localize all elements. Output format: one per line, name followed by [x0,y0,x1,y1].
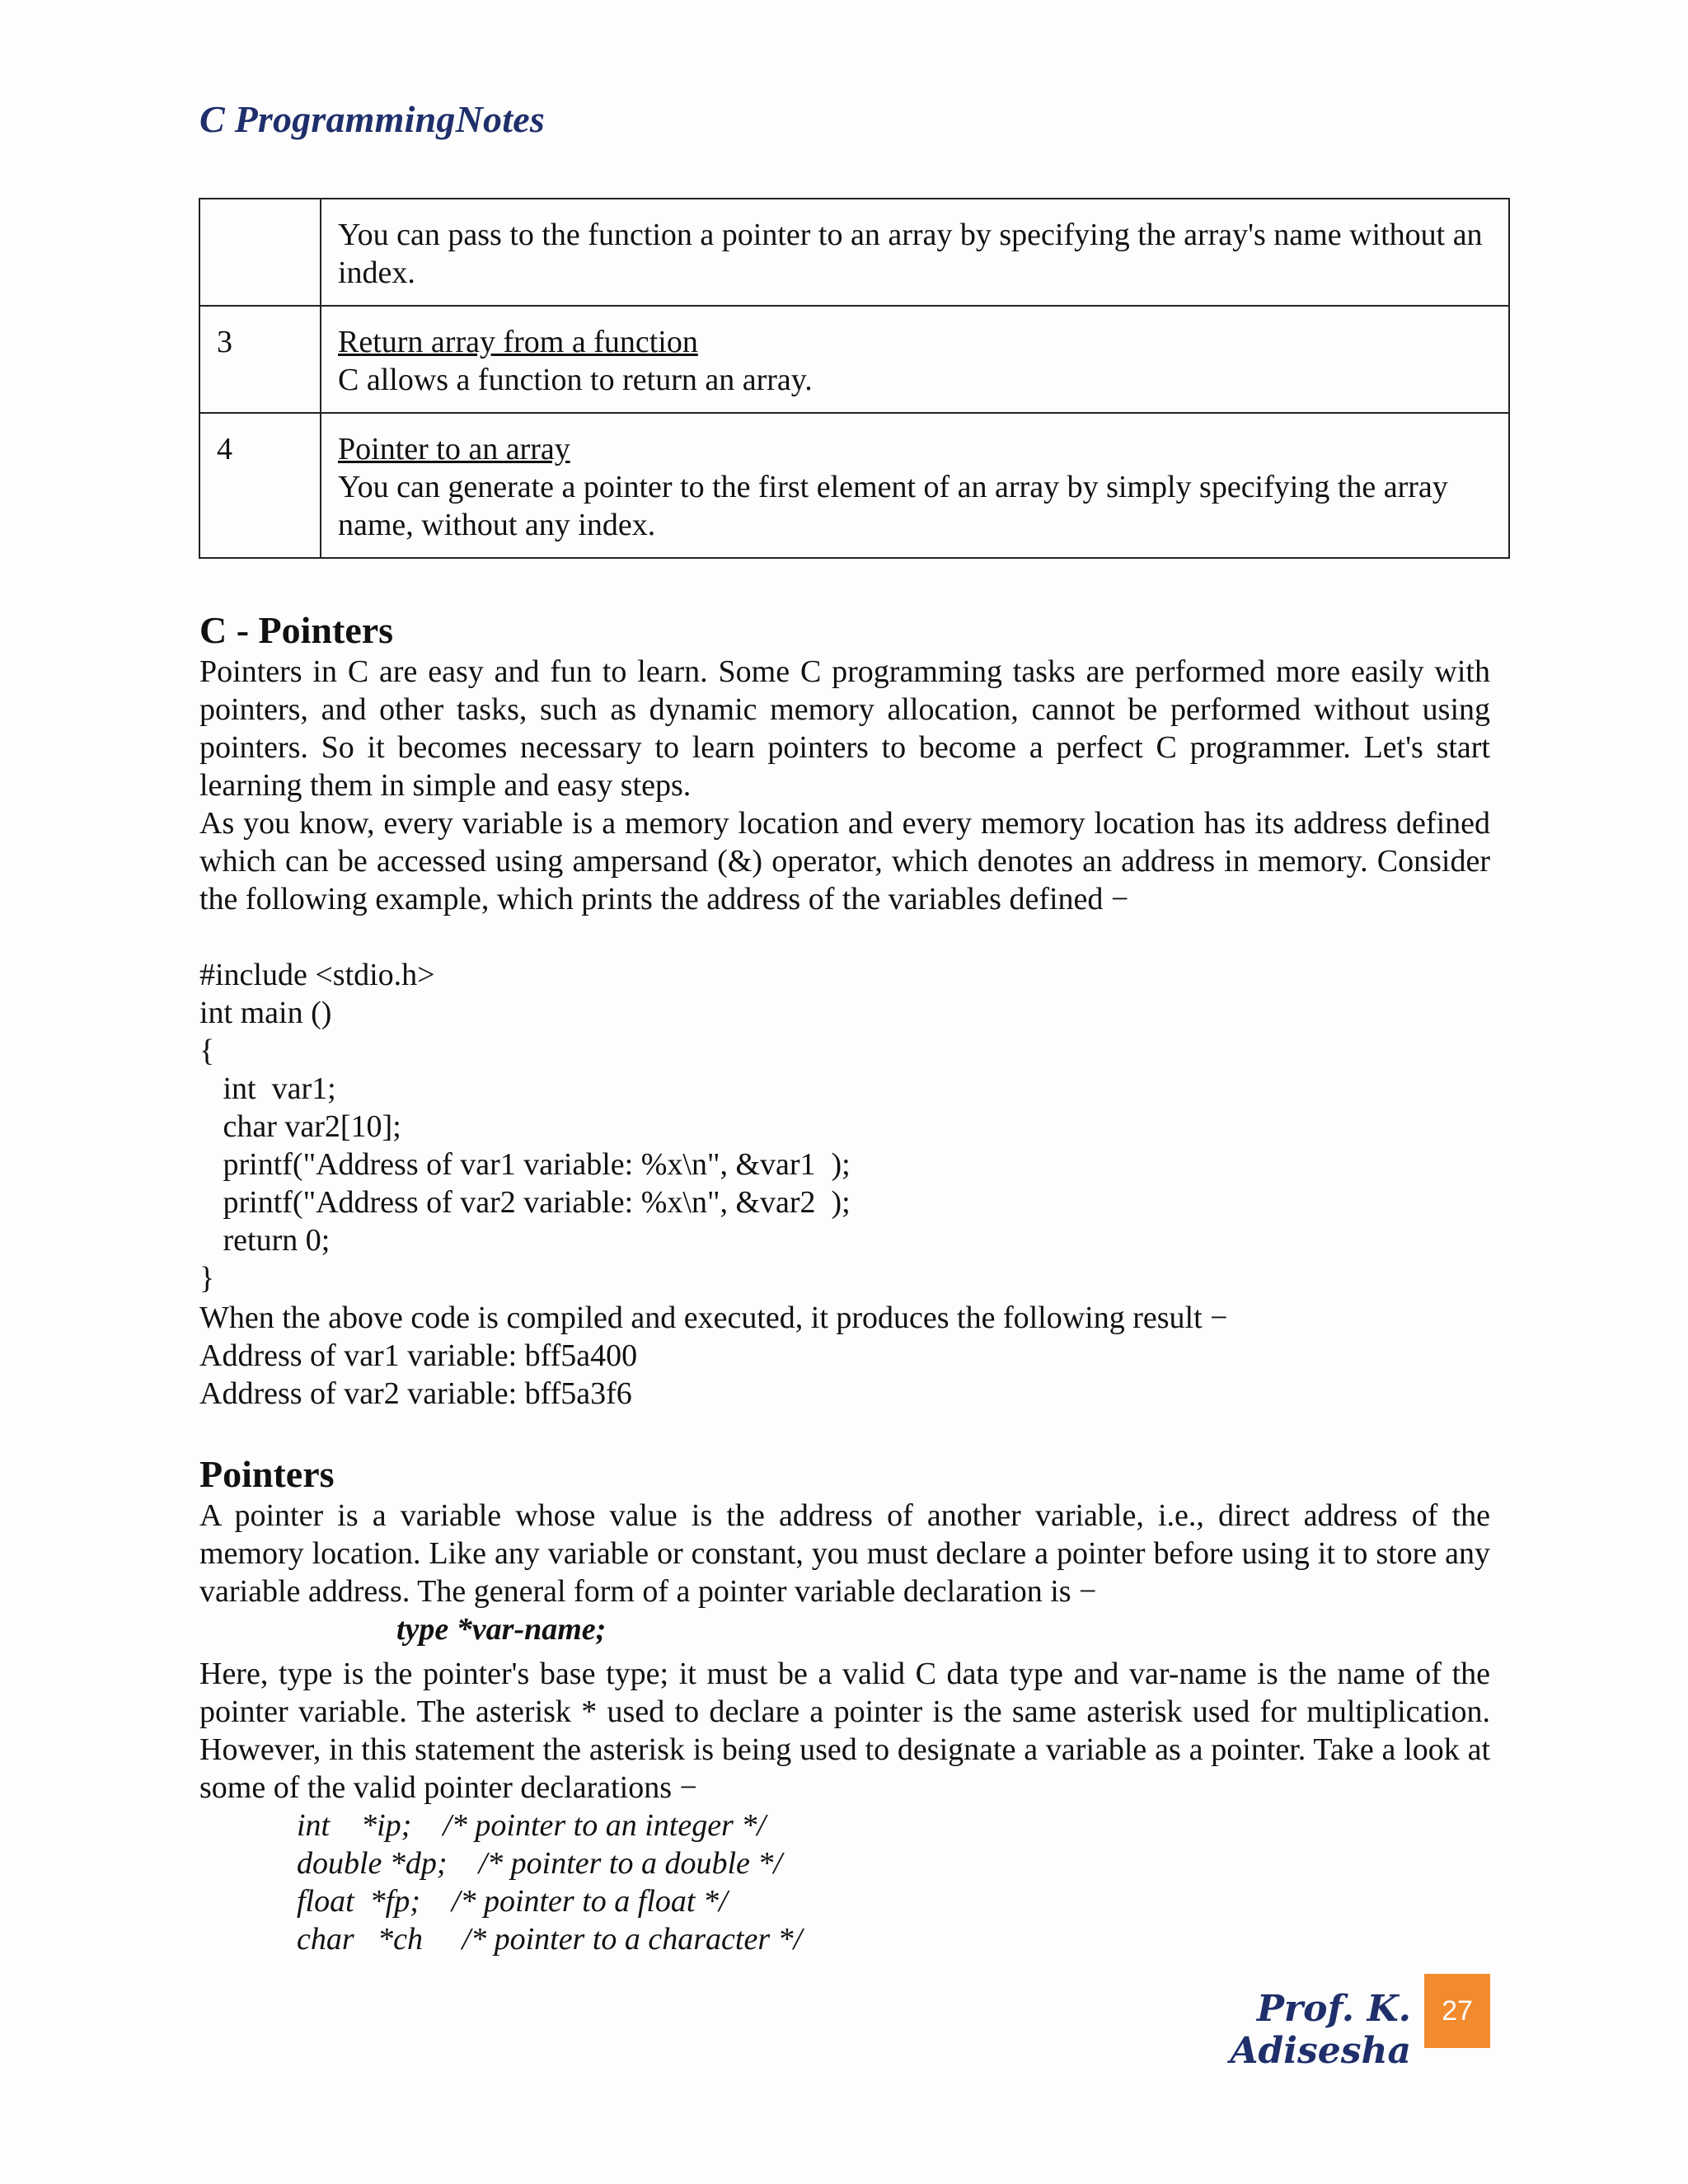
array-concepts-table [199,198,1510,559]
footer-author: Prof. K. Adisesha [1230,1988,1411,2072]
code-example: #include <stdio.h> int main () { int var1; char var2[10]; printf("Address of var1 variable: %x\n", &var1 ); printf("Address of var2 variable: %x\n", &var2 ); return 0; } [199,958,851,1296]
page-number: 27 [1442,1994,1473,2027]
address-paragraph: As you know, every variable is a memory location and every memory location has its address defined which can be accessed using ampersand (&) operator, which denotes an address in memory. Consider the following example, which prints the address of the variables defined − [199,806,1490,916]
table-row [199,306,1509,413]
row-number: 3 [199,306,321,413]
header-title: C ProgrammingNotes [199,98,545,140]
section-heading-pointers: Pointers [199,1453,335,1495]
row-text: You can generate a pointer to the first element of an array by simply specifying the array name, without any index. [338,470,1448,542]
row-text: You can pass to the function a pointer to an array by specifying the array's name without an index. [338,218,1483,290]
page-number-badge [1424,1974,1490,2048]
result-intro: When the above code is compiled and executed, it produces the following result − [199,1301,1228,1335]
result-line: Address of var2 variable: bff5a3f6 [199,1376,632,1411]
row-description [321,199,1509,306]
row-description [321,413,1509,558]
row-number [199,199,321,306]
intro-paragraph: Pointers in C are easy and fun to learn. Some C programming tasks are performed more easily with pointers, and other tasks, such as dynamic memory allocation, cannot be performed without using pointers. So it becomes necessary to learn pointers to become a perfect C programmer. Let's start learning them in simple and easy steps. [199,654,1490,803]
section-heading-c-pointers: C - Pointers [199,609,394,651]
declaration-line: char *ch /* pointer to a character */ [297,1922,803,1957]
row-title-link[interactable]: Return array from a function [338,325,698,359]
row-number: 4 [199,413,321,558]
row-description [321,306,1509,413]
table-row [199,413,1509,558]
table-row [199,199,1509,306]
result-line: Address of var1 variable: bff5a400 [199,1338,638,1373]
declaration-line: double *dp; /* pointer to a double */ [297,1846,782,1881]
declaration-line: float *fp; /* pointer to a float */ [297,1884,728,1919]
row-text: C allows a function to return an array. [338,363,813,397]
row-title-link[interactable]: Pointer to an array [338,432,570,466]
pointer-definition-paragraph: A pointer is a variable whose value is the address of another variable, i.e., direct address of the memory location. Like any variable or constant, you must declare a pointer before using it to store any variable address. The general form of a pointer variable declaration is − [199,1498,1490,1609]
declaration-syntax: type *var-name; [396,1612,607,1647]
pointer-type-paragraph: Here, type is the pointer's base type; it must be a valid C data type and var-name is the name of the pointer variable. The asterisk * used to declare a pointer is the same asterisk used for multiplication. However, in this statement the asterisk is being used to designate a variable as a pointer. Take a look at some of the valid pointer declarations − [199,1657,1490,1805]
declaration-line: int *ip; /* pointer to an integer */ [297,1808,766,1843]
